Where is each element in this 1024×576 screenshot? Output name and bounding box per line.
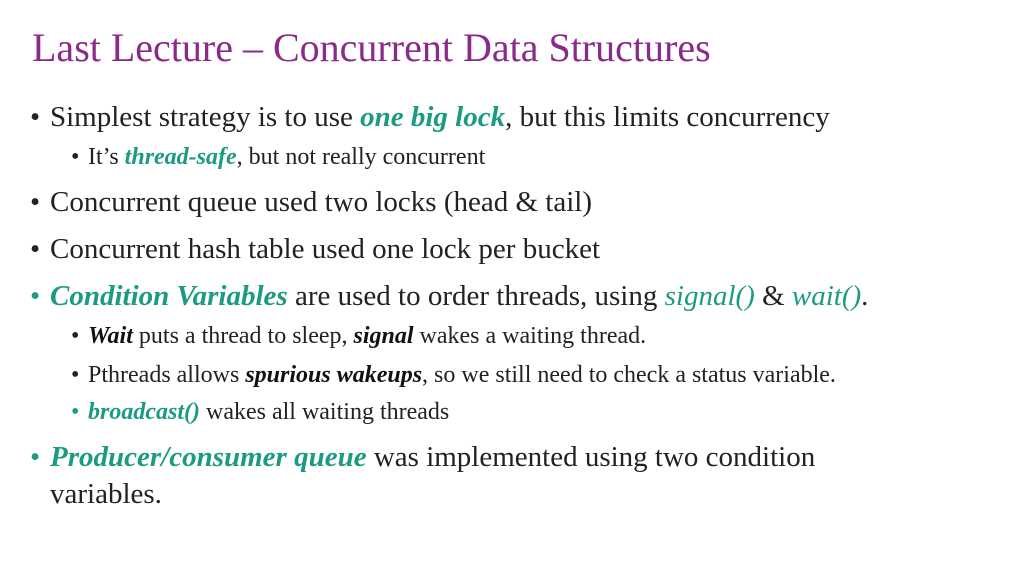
emphasis-signal: signal() <box>664 280 755 312</box>
emphasis-condition-variables: Condition Variables <box>50 280 288 312</box>
bullet-item-simplest-strategy <box>30 101 830 134</box>
bullet-icon: • <box>71 362 80 388</box>
bullet-icon: • <box>71 399 80 425</box>
item-text: Concurrent hash table used one lock per bucket <box>50 233 601 265</box>
item-text: , but not really concurrent <box>236 144 486 170</box>
emphasis-producer-consumer-queue: Producer/consumer queue <box>50 441 367 473</box>
item-text: was implemented using two condition <box>366 441 816 473</box>
bullet-icon: • <box>30 101 41 133</box>
emphasis-wait: wait() <box>791 280 862 312</box>
item-text: wakes all waiting threads <box>199 399 450 425</box>
emphasis-one-big-lock: one big lock <box>360 101 506 133</box>
sub-bullet-item-spurious-wakeups <box>71 362 836 389</box>
bullet-item-concurrent-hash-table <box>30 233 601 266</box>
bullet-item-condition-variables <box>30 280 869 313</box>
item-text: , so we still need to check a status variable. <box>422 362 836 388</box>
emphasis-broadcast: broadcast() <box>88 399 200 425</box>
item-text: variables. <box>50 478 162 510</box>
bullet-icon: • <box>30 280 41 312</box>
item-text: puts a thread to sleep, <box>132 323 354 349</box>
emphasis-wait-word: Wait <box>88 323 133 349</box>
item-text: wakes a waiting thread. <box>413 323 647 349</box>
bullet-icon: • <box>71 144 80 170</box>
emphasis-thread-safe: thread-safe <box>124 144 237 170</box>
item-text: It’s <box>88 144 125 170</box>
item-text: are used to order threads, using <box>287 280 665 312</box>
item-text: Concurrent queue used two locks (head & tail) <box>50 186 592 218</box>
emphasis-signal-word: signal <box>353 323 414 349</box>
emphasis-spurious-wakeups: spurious wakeups <box>245 362 423 388</box>
sub-bullet-item-wait-signal <box>71 323 647 350</box>
item-text: Simplest strategy is to use <box>50 101 361 133</box>
bullet-icon: • <box>30 186 41 218</box>
bullet-item-producer-consumer <box>30 441 816 474</box>
bullet-icon: • <box>71 323 80 349</box>
bullet-icon: • <box>30 441 41 473</box>
bullet-item-concurrent-queue <box>30 186 592 219</box>
bullet-item-producer-consumer-continuation <box>50 478 162 511</box>
item-text: Pthreads allows <box>88 362 246 388</box>
item-text: , but this limits concurrency <box>505 101 830 133</box>
item-text: & <box>754 280 792 312</box>
sub-bullet-item-broadcast <box>71 399 450 426</box>
sub-bullet-item-thread-safe <box>71 144 486 171</box>
item-text: . <box>861 280 869 312</box>
bullet-icon: • <box>30 233 41 265</box>
slide-title: Last Lecture – Concurrent Data Structures <box>32 25 711 70</box>
